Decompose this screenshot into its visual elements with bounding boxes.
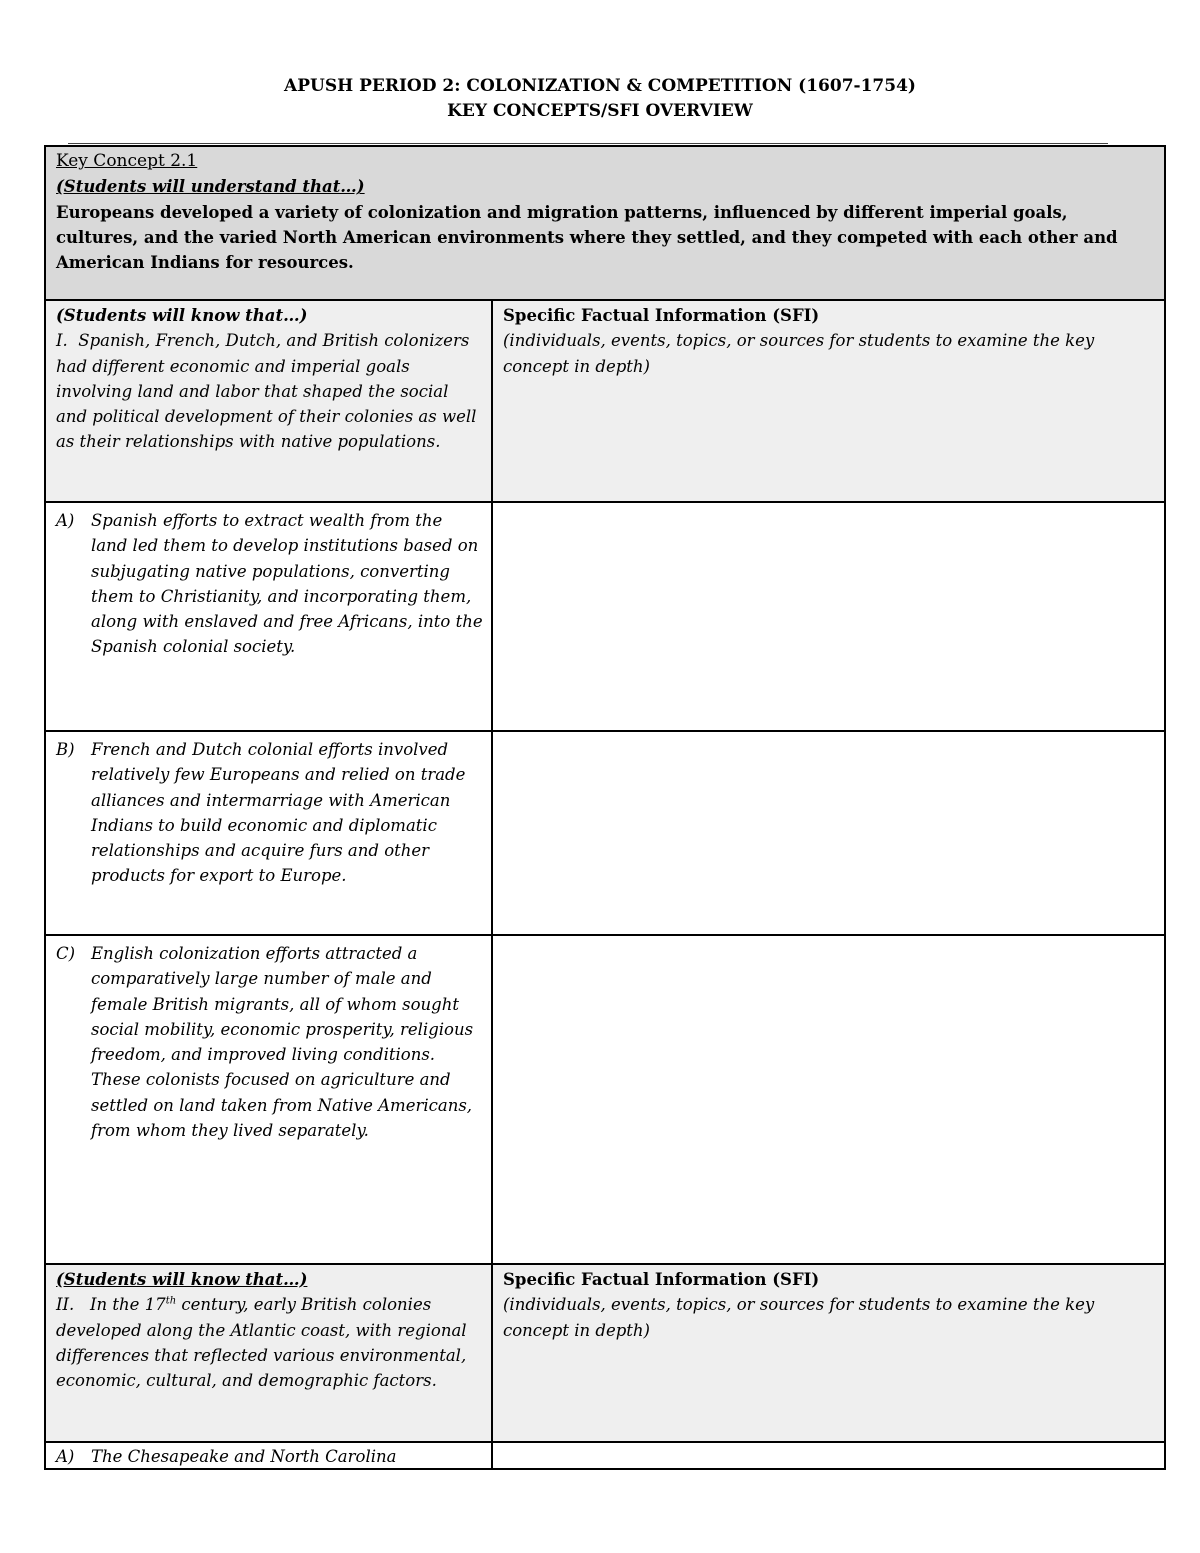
- section-1-sfi-desc: (individuals, events, topics, or sources for students to examine the key concept in depth): [503, 331, 1095, 376]
- section-2-know-label: (Students will know that…): [56, 1270, 308, 1289]
- item-label: A): [56, 1447, 75, 1466]
- section-1-item-b-cell: [44, 730, 493, 936]
- section-1-item-c-sfi[interactable]: [491, 934, 1166, 1265]
- document-title: APUSH PERIOD 2: COLONIZATION & COMPETITION (1607-1754): [284, 76, 916, 96]
- section-1-item-b-sfi[interactable]: [491, 730, 1166, 936]
- section-2-sfi-heading: Specific Factual Information (SFI): [503, 1270, 820, 1289]
- section-2-numeral: II.: [56, 1295, 75, 1315]
- item-text: English colonization efforts attracted a comparatively large number of male and female British migrants, all of whom sought social mobility, economic prosperity, religious freedom, and improved living conditions. These colonists focused on agriculture and settled on land taken from Native Americans, from whom they lived separately.: [91, 944, 474, 1141]
- list-item: [56, 508, 483, 660]
- item-text: Spanish efforts to extract wealth from the land led them to develop institutions based on subjugating native populations, converting them to Christianity, and incorporating them, along with enslaved and free Africans, into the Spanish colonial society.: [91, 511, 483, 657]
- section-1-item-a-sfi[interactable]: [491, 501, 1166, 732]
- item-label: C): [56, 944, 76, 963]
- key-concept-statement: Europeans developed a variety of colonization and migration patterns, influenced by different imperial goals, cultures, and the varied North American environments where they settled, and they competed with each other and American Indians for resources.: [56, 202, 1118, 273]
- header-rule: [68, 143, 1108, 144]
- section-2-know-cell: [44, 1263, 493, 1443]
- section-1-know-cell: [44, 299, 493, 503]
- section-1-statement: [56, 328, 483, 454]
- section-2-item-a-sfi[interactable]: [491, 1441, 1166, 1470]
- section-2-sfi-cell: [491, 1263, 1166, 1443]
- document-subtitle: KEY CONCEPTS/SFI OVERVIEW: [447, 101, 753, 121]
- section-1-item-a-cell: [44, 501, 493, 732]
- section-1-know-label: (Students will know that…): [56, 306, 308, 325]
- item-label: A): [56, 511, 75, 530]
- list-item: [56, 941, 483, 1143]
- item-text: The Chesapeake and North Carolina: [91, 1447, 397, 1466]
- key-concept-understand: (Students will understand that…): [56, 177, 365, 197]
- list-item: [56, 1444, 483, 1469]
- section-2-statement: [56, 1292, 483, 1393]
- section-1-numeral: I.: [56, 331, 68, 351]
- key-concept-heading: Key Concept 2.1: [56, 151, 198, 171]
- list-item: [56, 737, 483, 889]
- item-label: B): [56, 740, 75, 759]
- item-text: French and Dutch colonial efforts involved relatively few Europeans and relied on trade alliances and intermarriage with American Indians to build economic and diplomatic relationships and acquire furs and other products for export to Europe.: [91, 740, 466, 886]
- section-1-sfi-cell: [491, 299, 1166, 503]
- section-2-text-post: century, early British colonies developed along the Atlantic coast, with regional differences that reflected various environmental, economic, cultural, and demographic factors.: [56, 1295, 467, 1391]
- section-2-text-pre: In the 17: [90, 1295, 166, 1315]
- section-1-text: Spanish, French, Dutch, and British colonizers had different economic and imperial goals involving land and labor that shaped the social and political development of their colonies as well as their relationships with native populations.: [56, 331, 477, 452]
- section-1-item-c-cell: [44, 934, 493, 1265]
- section-2-text-sup: th: [165, 1295, 177, 1307]
- key-concept-banner: [44, 145, 1166, 301]
- section-2-sfi-desc: (individuals, events, topics, or sources for students to examine the key concept in depth): [503, 1295, 1095, 1340]
- section-2-item-a-cell: [44, 1441, 493, 1470]
- section-1-sfi-heading: Specific Factual Information (SFI): [503, 306, 820, 325]
